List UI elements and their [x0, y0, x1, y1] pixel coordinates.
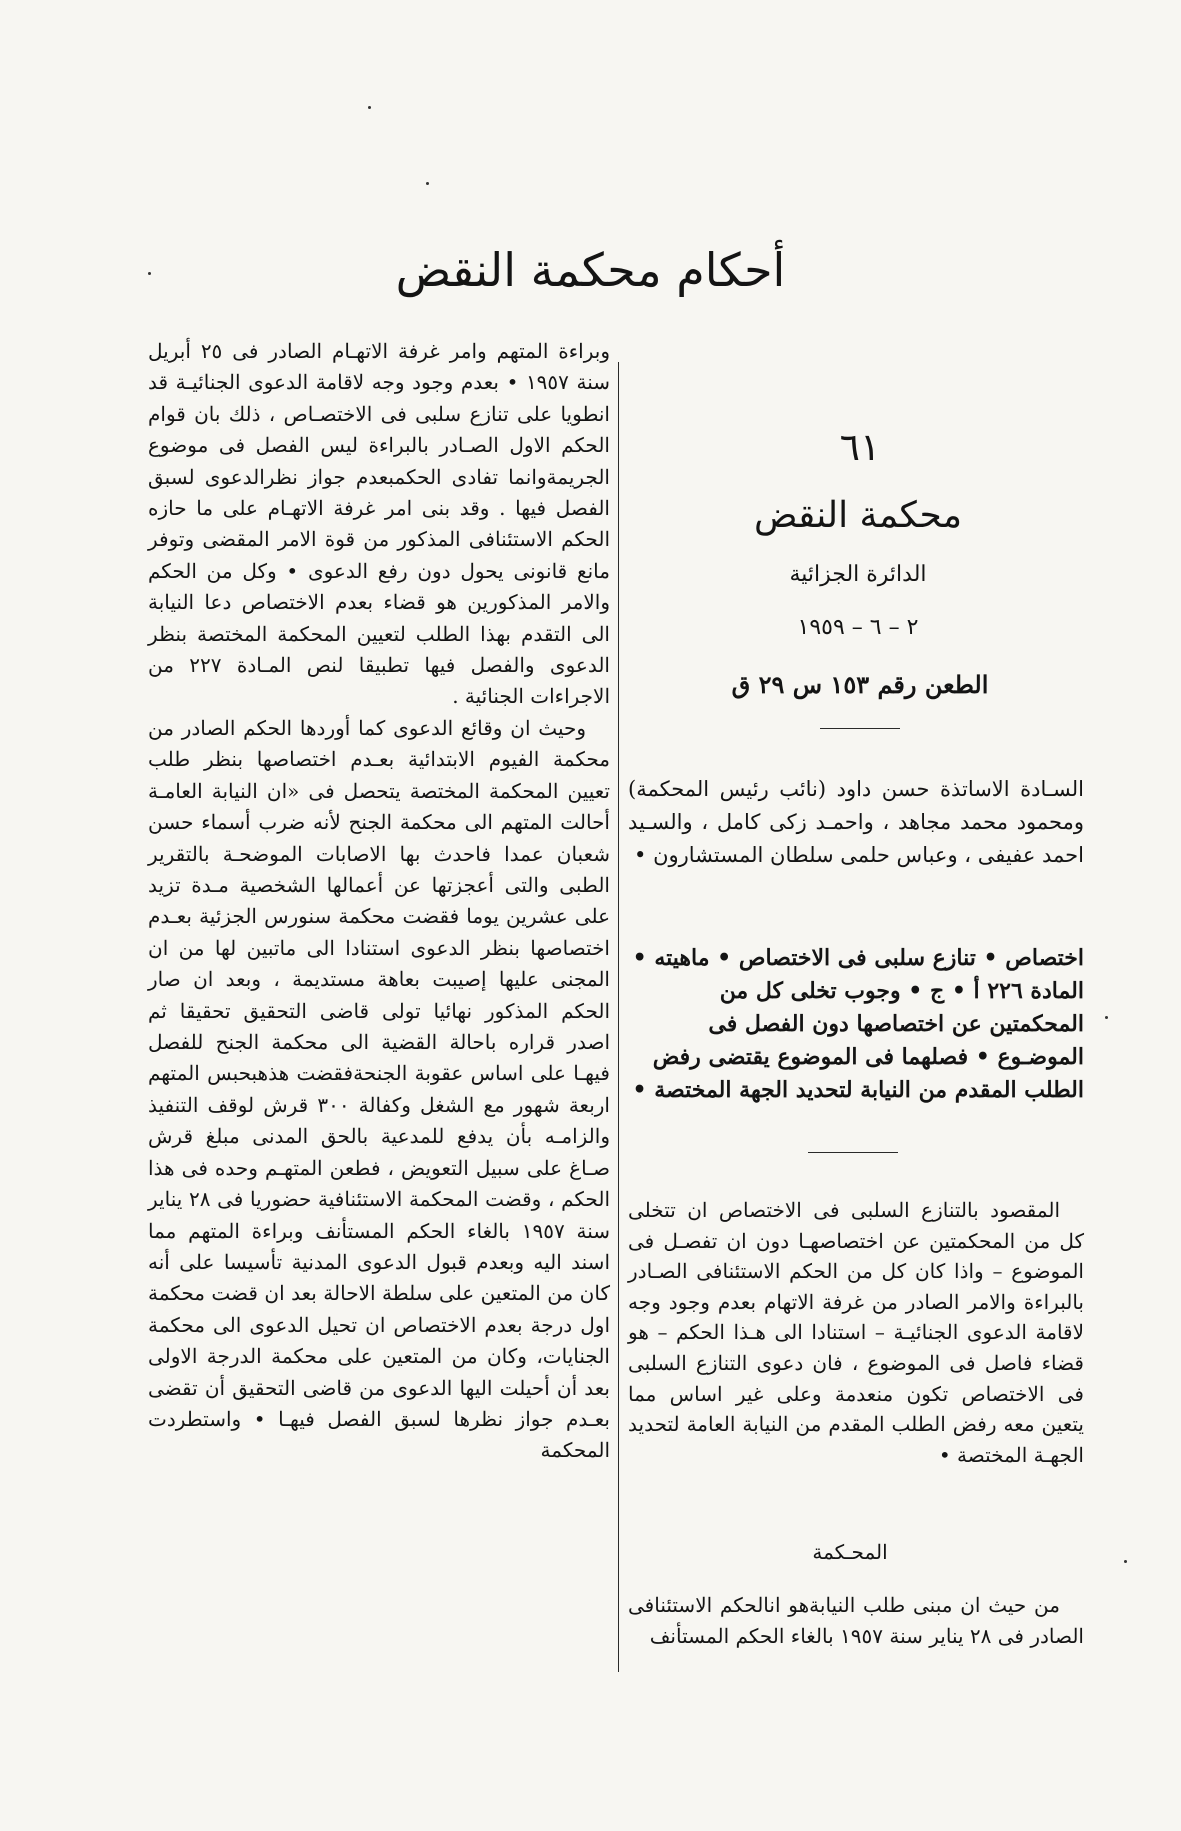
- scan-speck: [148, 272, 151, 275]
- rule-divider: [808, 1152, 898, 1153]
- left-column-paragraph-1: [148, 336, 610, 713]
- ruling-text: [628, 1590, 1084, 1652]
- scan-speck: [426, 182, 429, 185]
- scan-speck: [1105, 1016, 1108, 1019]
- scan-speck: [368, 106, 371, 109]
- court-name: محكمة النقض: [753, 495, 963, 536]
- circuit-name: الدائرة الجزائية: [789, 562, 927, 587]
- paragraph: وبراءة المتهم وامر غرفة الاتهـام الصادر فى ٢٥ أبريل سنة ١٩٥٧ • بعدم وجود وجه لاقامة الدعوى الجنائيـة قد انطويا على تنازع سلبى فى الاختصـاص ، ذلك بان قوام الحكم الاول الصـادر بالبراءة ليس الفصل فى موضوع الجريمةوانما تفادى الحكمبعدم جواز نظرالدعوى لسبق الفصل فيها . وقد بنى امر غرفة الاتهـام على ما حازه الحكم الاستئنافى المذكور من قوة الامر المقضى وتوفر مانع قانونى يحول دون رفع الدعوى • وكل من الحكم والامر المذكورين هو قضاء بعدم الاختصاص دعا النيابة الى التقدم بهذا الطلب لتعيين المحكمة المختصة بنظر الدعوى والفصل فيها تطبيقا لنص المـادة ٢٢٧ من الاجراءات الجنائية .: [148, 339, 611, 709]
- case-number: ٦١: [839, 425, 881, 469]
- court-section-heading: المحـكمة: [812, 1540, 888, 1564]
- appeal-number: الطعن رقم ١٥٣ س ٢٩ ق: [731, 670, 989, 699]
- left-column-paragraph-2: [148, 713, 610, 1467]
- column-divider: [618, 362, 619, 1672]
- legal-principle: [628, 1195, 1084, 1470]
- judges-list: السـادة الاساتذة حسن داود (نائب رئيس المحكمة) ومحمود محمد مجاهد ، واحمـد زكى كامل ، والسـيد احمد عفيفى ، وعباس حلمى سلطان المستشارون •: [628, 777, 1084, 867]
- paragraph: من حيث ان مبنى طلب النيابةهو انالحكم الاستئنافى الصادر فى ٢٨ يناير سنة ١٩٥٧ بالغاء الحكم المستأنف: [628, 1593, 1084, 1648]
- paragraph: المقصود بالتنازع السلبى فى الاختصاص ان تتخلى كل من المحكمتين عن اختصاصهـا دون ان تفصـل فى الموضوع – واذا كان كل من الحكم الاستئنافى الصـادر بالبراءة والامر الصادر من غرفة الاتهام بعدم وجود وجه لاقامة الدعوى الجنائيـة – استنادا الى هـذا الحكم – هو قضاء فاصل فى الموضوع ، فان دعوى التنازع السلبى فى الاختصاص تكون منعدمة وعلى غير اساس مما يتعين معه رفض الطلب المقدم من النيابة العامة لتحديد الجهـة المختصة •: [628, 1198, 1084, 1467]
- rule-divider: [820, 728, 900, 729]
- case-summary: اختصاص • تنازع سلبى فى الاختصاص • ماهيته • المادة ٢٢٦ أ • ج • وجوب تخلى كل من المحكمتين عن اختصاصها دون الفصل فى الموضـوع • فصلهما فى الموضوع يقتضى رفض الطلب المقدم من النيابة لتحديد الجهة المختصة •: [632, 945, 1084, 1103]
- paragraph: وحيث ان وقائع الدعوى كما أوردها الحكم الصادر من محكمة الفيوم الابتدائية بعـدم اختصاصها بنظر طلب تعيين المحكمة المختصة يتحصل فى «ان النيابة العامـة أحالت المتهم الى محكمة الجنح لأنه ضرب أسماء حسن شعبان عمدا فاحدث بها الاصابات الموضحـة بالتقرير الطبى والتى أعجزتها عن أعمالها الشخصية مـدة تزيد على عشرين يوما فقضت محكمة سنورس الجزئية بعـدم اختصاصها بنظر الدعوى استنادا الى ماتبين لها من ان المجنى عليها إصيبت بعاهة مستديمة ، وبعد ان صار الحكم المذكور نهائيا تولى قاضى التحقيق تحقيقا ثم اصدر قراره باحالة القضية الى محكمة الجنح للفصل فيهـا على اساس عقوبة الجنحةفقضت هذهبحبس المتهم اربعة شهور مع الشغل وكفالة ٣٠٠ قرش لوقف التنفيذ والزامـه بأن يدفع للمدعية بالحق المدنى مبلغ قرش صـاغ على سبيل التعويض ، فطعن المتهـم وحده فى هذا الحكم ، وقضت المحكمة الاستئنافية حضوريا فى ٢٨ يناير سنة ١٩٥٧ بالغاء الحكم المستأنف وبراءة المتهم مما اسند اليه وبعدم قبول الدعوى المدنية تأسيسا على أنه كان من المتعين على سلطة الاحالة بعد ان قضت محكمة اول درجة بعدم الاختصاص ان تحيل الدعوى الى محكمة الجنايات، وكان من المتعين على محكمة الدرجة الاولى بعد أن أحيلت اليها الدعوى من قاضى التحقيق أن تقضى بعـدم جواز نظرها لسبق الفصل فيهـا • واستطردت المحكمة: [148, 716, 611, 1463]
- scan-speck: [1124, 1560, 1127, 1563]
- ruling-date: ٢ – ٦ – ١٩٥٩: [797, 615, 919, 640]
- page-title: أحكام محكمة النقض: [395, 243, 786, 297]
